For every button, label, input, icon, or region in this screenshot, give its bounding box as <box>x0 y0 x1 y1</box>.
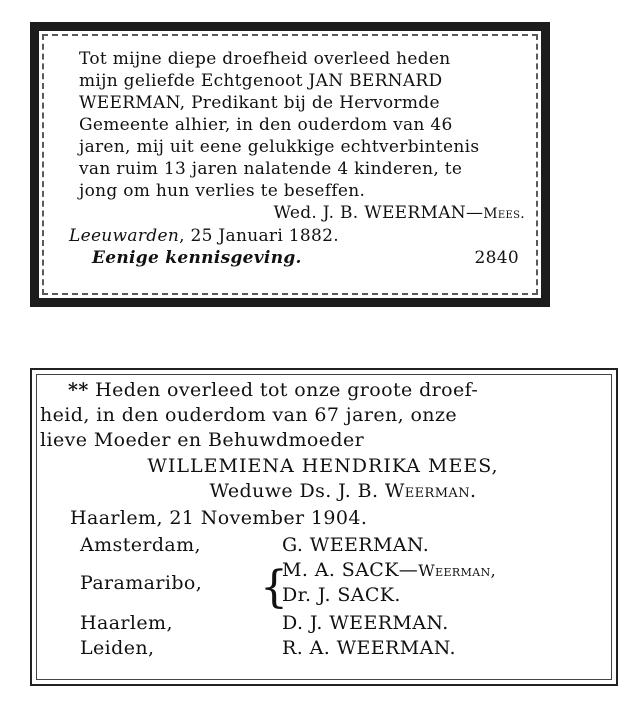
signature-suffix: Mees. <box>483 206 525 222</box>
deceased-name: WILLEMIENA HENDRIKA MEES, <box>147 455 499 477</box>
death-notice-1904 <box>30 368 618 686</box>
notice-1904-body <box>40 378 606 661</box>
widow-line <box>80 479 606 504</box>
family-name-text: M. A. SACK— <box>282 559 419 581</box>
family-name-suffix: Weerman, <box>418 561 497 580</box>
notice-footer <box>57 247 527 269</box>
notice-1882-line: jong om hun verlies te beseffen. <box>79 181 366 201</box>
notice-1904-line <box>40 378 606 403</box>
notice-1904-text <box>40 378 606 453</box>
notice-1882-line: jaren, mij uit eene gelukkige echtverbintenis <box>79 137 480 157</box>
notice-1904-line: heid, in den ouderdom van 67 jaren, onze <box>40 404 458 426</box>
notice-1882-line: Gemeente alhier, in den ouderdom van 46 <box>79 115 453 135</box>
footer-label: Eenige kennisgeving. <box>92 248 302 268</box>
family-city: Leiden, <box>80 637 155 659</box>
family-name: D. J. WEERMAN. <box>282 612 449 634</box>
notice-1882-line: WEERMAN, Predikant bij de Hervormde <box>79 93 440 113</box>
brace-mark: { <box>260 562 289 613</box>
notice-1882-line: Tot mijne diepe droefheid overleed heden <box>79 49 451 69</box>
date-text: , 25 Januari 1882. <box>179 226 339 246</box>
family-name: G. WEERMAN. <box>282 534 430 556</box>
place-date: Haarlem, 21 November 1904. <box>70 507 368 529</box>
widow-signature <box>57 202 527 225</box>
family-name <box>282 558 496 583</box>
family-city: Paramaribo, <box>80 572 203 594</box>
family-city: Amsterdam, <box>80 534 201 556</box>
widow-surname: Weerman. <box>384 480 477 502</box>
notice-1904-line: lieve Moeder en Behuwdmoeder <box>40 429 365 451</box>
family-name: Dr. J. SACK. <box>282 584 401 606</box>
family-city: Haarlem, <box>80 612 173 634</box>
widow-prefix: Weduwe Ds. J. B. <box>209 480 385 502</box>
place-name: Leeuwarden <box>69 226 180 246</box>
notice-1882-line: mijn geliefde Echtgenoot JAN BERNARD <box>79 71 443 91</box>
death-notice-1882 <box>30 22 550 307</box>
notice-1882-line: van ruim 13 jaren nalatende 4 kinderen, te <box>79 159 463 179</box>
ad-number: 2840 <box>474 248 519 268</box>
asterisk-mark: ** <box>68 379 89 401</box>
signature-text: Wed. J. B. WEERMAN— <box>273 203 484 223</box>
family-name: R. A. WEERMAN. <box>282 637 456 659</box>
notice-1882-text <box>57 48 527 202</box>
place-date <box>57 225 527 247</box>
family-list <box>40 533 606 661</box>
notice-1882-body <box>57 48 527 269</box>
notice-1904-line-text: Heden overleed tot onze groote droef- <box>95 379 479 401</box>
